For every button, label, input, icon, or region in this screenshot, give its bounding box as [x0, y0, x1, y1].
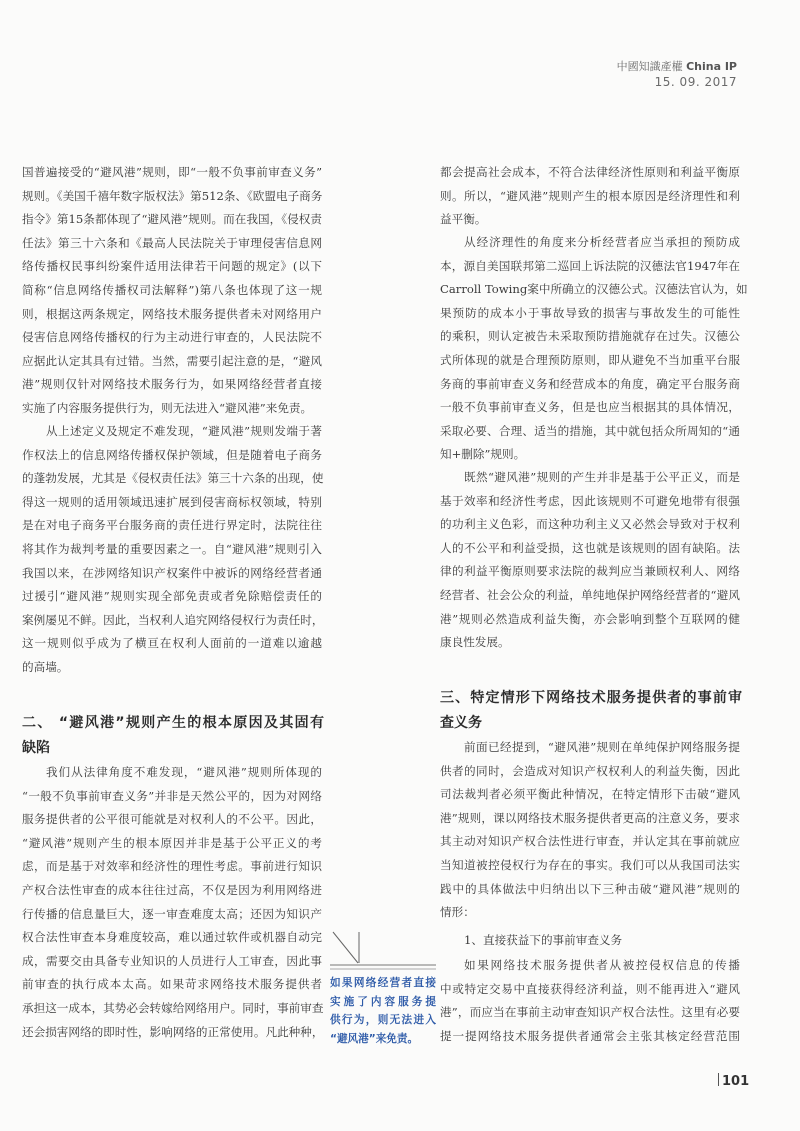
- paragraph-line: 一般不负事前审查义务，但是也应当根据其的具体情况，: [440, 400, 740, 415]
- paragraph-line: 的乘积，则认定被告未采取预防措施就存在过失。汉德公: [440, 329, 740, 344]
- paragraph-line: “避风港”规则产生的根本原因并非是基于公平正义的考: [22, 835, 322, 850]
- paragraph-line: 前审查的执行成本太高。如果苛求网络技术服务提供者: [22, 977, 322, 992]
- paragraph-line: 经营者、社会公众的利益，单纯地保护网络经营者的“避风: [440, 588, 740, 602]
- page-number: [718, 1073, 749, 1089]
- paragraph-line: 式所体现的就是合理预防原则，即从避免不当加重平台服: [440, 353, 740, 367]
- pull-quote-line: 实施了内容服务提: [330, 995, 436, 1008]
- paragraph-line: 都会提高社会成本，不符合法律经济性原则和利益平衡原: [440, 165, 740, 179]
- paragraph-line: 提一提网络技术服务提供者通常会主张其核定经营范围: [440, 1028, 740, 1043]
- paragraph-line: 供者的同时，会造成对知识产权权利人的利益失衡，因此: [440, 763, 740, 778]
- section-heading-line: 二、 “避风港”规则产生的根本原因及其固有: [22, 715, 324, 731]
- paragraph-line: 司法裁判者必须平衡此种情况，在特定情形下击破“避风: [440, 787, 740, 802]
- paragraph-line: 我们从法律角度不难发现，“避风港”规则所体现的: [46, 765, 322, 779]
- paragraph-line: 的高墙。: [22, 660, 69, 674]
- paragraph-line: 的蓬勃发展，尤其是《侵权责任法》第三十六条的出现，使: [22, 471, 324, 486]
- paragraph-line: 承担这一成本，其势必会转嫁给网络用户。同时，事前审查: [22, 1001, 324, 1015]
- paragraph-line: “一般不负事前审查义务”并非是天然公平的，因为对网络: [22, 788, 322, 803]
- paragraph-line: 知+删除”规则。: [440, 447, 526, 462]
- paragraph-line: 港”，而应当在事前主动审查知识产权合法性。这里有必要: [440, 1005, 740, 1020]
- paragraph-line: 我国以来，在涉网络知识产权案件中被诉的网络经营者通: [22, 565, 322, 580]
- paragraph-line: 行传播的信息量巨大，逐一审查难度太高；还因为知识产: [22, 906, 322, 921]
- paragraph-line: 港”规则，课以网络技术服务提供者更高的注意义务，要求: [440, 810, 740, 825]
- paragraph-line: 当知道被控侵权行为存在的事实。我们可以从我国司法实: [440, 858, 740, 872]
- paragraph-line: 侵害信息网络传播权的行为主动进行审查的，人民法院不: [22, 330, 322, 345]
- paragraph-line: 从经济理性的角度来分析经营者应当承担的预防成: [464, 235, 740, 249]
- paragraph-line: 采取必要、合理、适当的措施，其中就包括众所周知的“通: [440, 423, 740, 438]
- paragraph-line: 虑，而是基于对效率和经济性的理性考虑。事前进行知识: [22, 859, 322, 874]
- paragraph-line: 案例屡见不鲜。因此，当权利人追究网络侵权行为责任时，: [22, 612, 324, 627]
- pull-quote-line: “避风港”来免责。: [330, 1032, 419, 1045]
- paragraph-line: 中或特定交易中直接获得经济利益，则不能再进入“避风: [440, 981, 740, 996]
- paragraph-line: 1、直接获益下的事前审查义务: [464, 933, 623, 947]
- paragraph-line: 港”规则必然造成利益失衡，亦会影响到整个互联网的健: [440, 611, 740, 626]
- paragraph-line: 康良性发展。: [440, 635, 510, 650]
- paragraph-line: 则，根据这两条规定，网络技术服务提供者未对网络用户: [22, 306, 322, 321]
- paragraph-line: 应据此认定其具有过错。当然，需要引起注意的是，“避风: [22, 353, 322, 368]
- pull-quote-line: 如果网络经营者直接: [330, 977, 436, 989]
- paragraph-line: 从上述定义及规定不难发现，“避风港”规则发端于著: [46, 424, 322, 438]
- paragraph-line: 果预防的成本小于事故导致的损害与事故发生的可能性: [440, 305, 740, 320]
- paragraph-line: 规则。《美国千禧年数字版权法》第512条、《欧盟电子商务: [22, 188, 323, 203]
- paragraph-line: 务商的事前审查义务和经营成本的角度，确定平台服务商: [440, 376, 740, 391]
- pull-quote-line: 供行为，则无法进入: [330, 1014, 436, 1026]
- paragraph-line: 践中的具体做法中归纳出以下三种击破“避风港”规则的: [440, 881, 740, 896]
- paragraph-line: 服务提供者的公平很可能就是对权利人的不公平。因此，: [22, 812, 322, 827]
- paragraph-line: 作权法上的信息网络传播权保护领域，但是随着电子商务: [22, 447, 322, 462]
- paragraph-line: 是在对电子商务平台服务商的责任进行界定时，法院往往: [22, 518, 322, 533]
- paragraph-line: 简称“信息网络传播权司法解释”)第八条也体现了这一规: [22, 283, 322, 297]
- paragraph-line: 人的不公平和利益受损，这也就是该规则的固有缺陷。法: [440, 540, 740, 555]
- paragraph-line: 如果网络技术服务提供者从被控侵权信息的传播: [464, 958, 740, 972]
- paragraph-line: 任法》第三十六条和《最高人民法院关于审理侵害信息网: [22, 235, 322, 250]
- pull-quote-arrow-icon: [328, 928, 438, 972]
- paragraph-line: 律的利益平衡原则要求法院的裁判应当兼顾权利人、网络: [440, 564, 740, 579]
- publication-name-cn: 中國知識產權: [616, 60, 683, 73]
- publication-header: [617, 58, 737, 74]
- paragraph-line: 得这一规则的适用领域迅速扩展到侵害商标权领域，特别: [22, 494, 322, 509]
- issue-date: 15. 09. 2017: [654, 75, 737, 89]
- paragraph-line: 产权合法性审查的成本往往过高，不仅是因为利用网络进: [22, 883, 322, 897]
- paragraph-line: 权合法性审查本身难度较高，难以通过软件或机器自动完: [22, 930, 322, 945]
- paragraph-line: 前面已经提到，“避风港”规则在单纯保护网络服务提: [464, 740, 740, 754]
- publication-name-en: China IP: [686, 60, 737, 73]
- paragraph-line: 过援引“避风港”规则实现全部免责或者免除赔偿责任的: [22, 589, 322, 604]
- paragraph-line: 港”规则仅针对网络技术服务行为，如果网络经营者直接: [22, 377, 322, 392]
- paragraph-line: 则。所以，“避风港”规则产生的根本原因是经济理性和利: [440, 188, 740, 203]
- paragraph-line: 的功利主义色彩，而这种功利主义又必然会导致对于权利: [440, 517, 740, 532]
- paragraph-line: 本，源自美国联邦第二巡回上诉法院的汉德法官1947年在: [440, 258, 740, 273]
- section-heading-line: 查义务: [440, 715, 482, 731]
- paragraph-line: 既然“避风港”规则的产生并非是基于公平正义，而是: [464, 470, 740, 484]
- paragraph-line: 基于效率和经济性考虑，因此该规则不可避免地带有很强: [440, 493, 740, 508]
- section-heading-line: 三、特定情形下网络技术服务提供者的事前审: [440, 690, 742, 706]
- paragraph-line: 络传播权民事纠纷案件适用法律若干问题的规定》(以下: [22, 259, 322, 274]
- paragraph-line: 情形：: [440, 905, 475, 920]
- paragraph-line: 益平衡。: [440, 212, 487, 227]
- paragraph-line: 其主动对知识产权合法性进行审查，并认定其在事前就应: [440, 834, 740, 849]
- paragraph-line: 国普遍接受的“避风港”规则，即“一般不负事前审查义务”: [22, 165, 322, 179]
- paragraph-line: 还会损害网络的即时性，影响网络的正常使用。凡此种种，: [22, 1024, 324, 1039]
- page-number-text: 101: [722, 1074, 750, 1089]
- paragraph-line: Carroll Towing案中所确立的汉德公式。汉德法官认为，如: [440, 282, 748, 297]
- section-heading-line: 缺陷: [22, 740, 50, 756]
- paragraph-line: 成，需要交由具备专业知识的人员进行人工审查，因此事: [22, 953, 322, 968]
- paragraph-line: 将其作为裁判考量的重要因素之一。自“避风港”规则引入: [22, 542, 322, 556]
- paragraph-line: 实施了内容服务提供行为，则无法进入“避风港”来免责。: [22, 401, 313, 415]
- paragraph-line: 指令》第15条都体现了“避风港”规则。而在我国，《侵权责: [22, 212, 322, 227]
- paragraph-line: 这一规则似乎成为了横亘在权利人面前的一道难以逾越: [22, 636, 322, 651]
